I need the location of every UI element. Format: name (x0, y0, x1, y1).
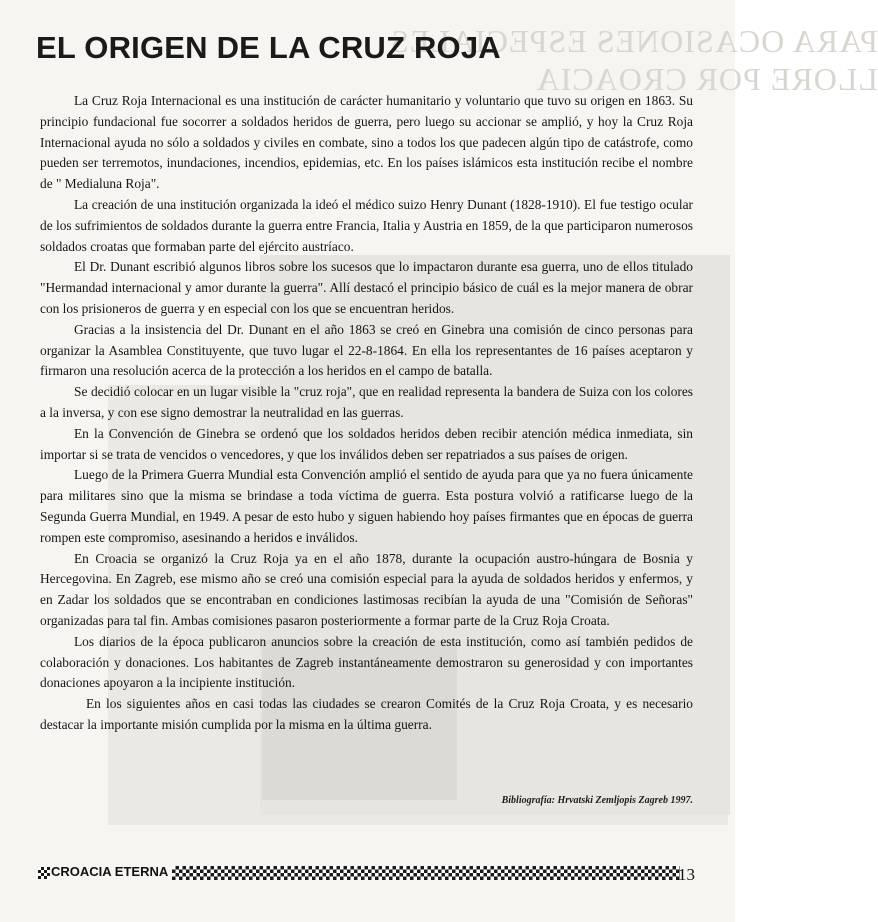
paragraph: El Dr. Dunant escribió algunos libros sobre los sucesos que lo impactaron durante esa guerra, uno de ellos titulado "Hermandad internacional y amor durante la guerra". Allí destacó el principio básico de cuál es la mejor manera de obrar con los prisioneros de guerra y en especial con los que se encuentran heridos. (40, 259, 693, 316)
bleed-through-line-2: LLORE POR CROACIA (535, 61, 878, 97)
page-title: EL ORIGEN DE LA CRUZ ROJA (36, 30, 501, 65)
paragraph: La Cruz Roja Internacional es una institución de carácter humanitario y voluntario que tuvo su origen en 1863. Su principio fundacional fue socorrer a soldados heridos de guerra, pero luego su accionar se amplió, y hoy la Cruz Roja Internacional ayuda no sólo a soldados y civiles en combate, sino a todos los que padecen algún tipo de catástrofe, como pueden ser terremotos, inundaciones, incendios, epidemias, etc. En los países islámicos esta institución recibe el nombre de " Medialuna Roja". (40, 93, 693, 192)
paragraph: Se decidió colocar en un lugar visible la "cruz roja", que en realidad representa la bandera de Suiza con los colores a la inversa, y con ese signo demostrar la neutralidad en las guerras. (40, 384, 693, 420)
bleed-through-line-1: PARA OCASIONES ESPECIALES (390, 23, 878, 59)
checkered-mark-icon (38, 867, 50, 879)
page-footer (38, 863, 698, 885)
publication-name: CROACIA ETERNA (51, 864, 169, 879)
paragraph: En la Convención de Ginebra se ordenó que los soldados heridos deben recibir atención médica inmediata, sin importar si se trata de vencidos o vencedores, y que los inválidos deben ser repatriados a sus países de origen. (40, 425, 693, 462)
checkered-border (172, 866, 680, 880)
paragraph: Gracias a la insistencia del Dr. Dunant en el año 1863 se creó en Ginebra una comisión de cinco personas para organizar la Asamblea Constituyente, que tuvo lugar el 22-8-1864. En ella los representantes de 16 países aceptaron y firmaron una resolución acerca de la protección a los heridos en el campo de batalla. (40, 321, 693, 379)
paragraph: Los diarios de la época publicaron anuncios sobre la creación de esta institución, como así también pedidos de colaboración y donaciones. Los habitantes de Zagreb instantáneamente demostraron su generosidad y con importantes donaciones apoyaron a la incipiente institución. (40, 633, 693, 691)
paragraph: En los siguientes años en casi todas las ciudades se crearon Comités de la Cruz Roja Croata, y es necesario destacar la importante misión cumplida por la misma en la última guerra. (40, 696, 693, 732)
article-body (40, 91, 693, 736)
bibliography: Bibliografía: Hrvatski Zemljopis Zagreb 1997. (501, 795, 693, 806)
paragraph: Luego de la Primera Guerra Mundial esta Convención amplió el sentido de ayuda para que ya no fuera únicamente para militares sino que la misma se brindase a toda víctima de guerra. Esta postura volvió a ratificarse luego de la Segunda Guerra Mundial, en 1949. A pesar de esto hubo y siguen habiendo hoy países firmantes que en épocas de guerra rompen este compromiso, asesinando a heridos e inválidos. (40, 467, 693, 545)
page-number: 13 (678, 865, 695, 884)
paragraph: En Croacia se organizó la Cruz Roja ya en el año 1878, durante la ocupación austro-húngara de Bosnia y Hercegovina. En Zagreb, ese mismo año se creó una comisión especial para la ayuda de soldados heridos y enfermos, y en Zadar los soldados que se encontraban en condiciones lastimosas recibían la ayuda de una "Comisión de Señoras" organizadas para tal fin. Ambas comisiones pasaron posteriormente a formar parte de la Cruz Roja Croata. (40, 550, 693, 628)
paragraph: La creación de una institución organizada la ideó el médico suizo Henry Dunant (1828-1910). El fue testigo ocular de los sufrimientos de soldados durante la guerra entre Francia, Italia y Austria en 1859, de la que participaron numerosos soldados croatas que formaban parte del ejército austríaco. (40, 196, 693, 254)
